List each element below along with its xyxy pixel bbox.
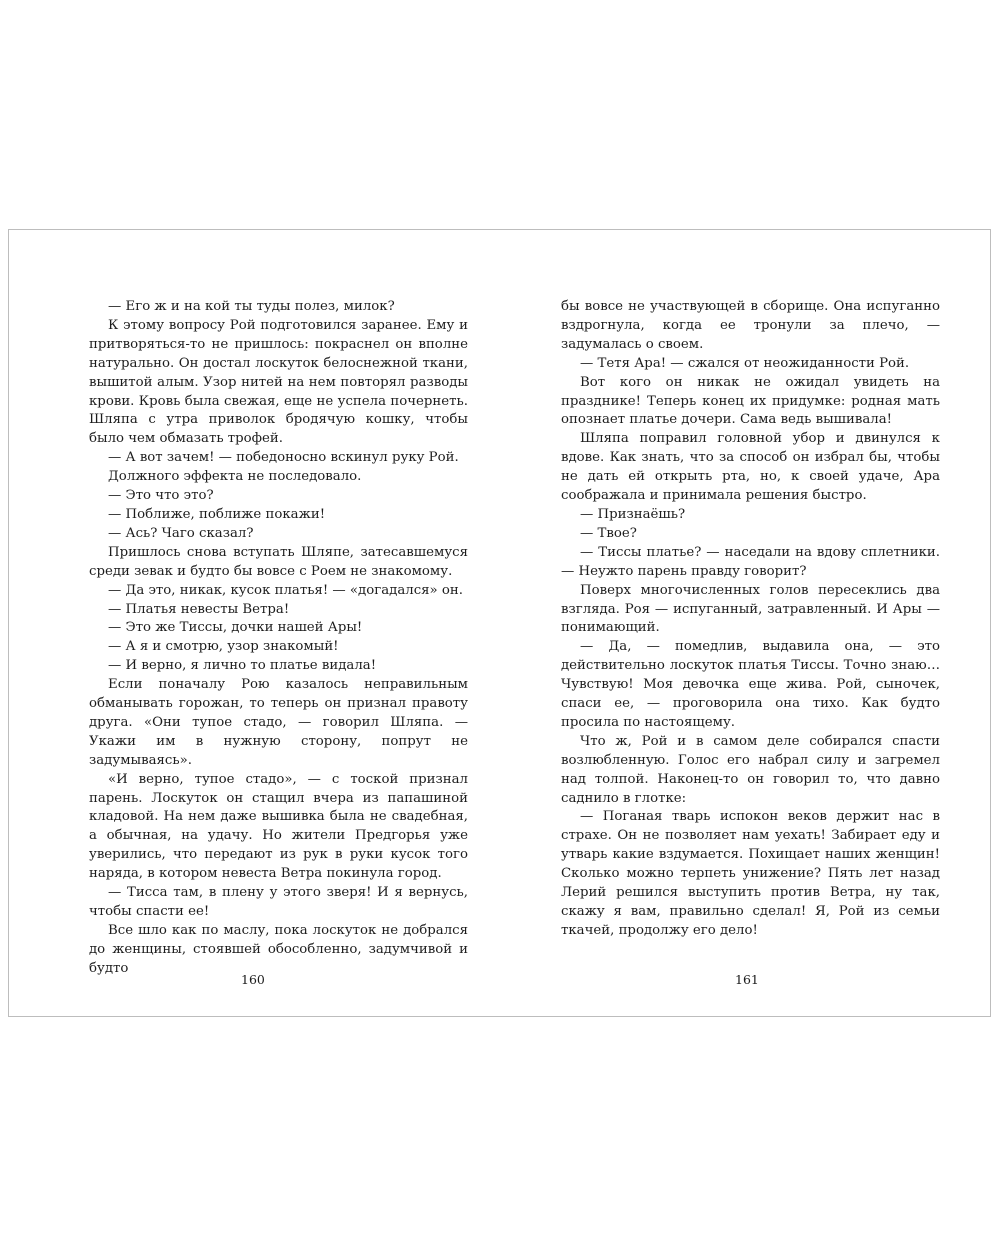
paragraph: К этому вопросу Рой подготовился заранее. Ему и притворяться-то не пришлось: покраснел он вполне натурально. Он достал лоскуток белоснежной ткани, вышитой алым. Узор нитей на нем повторял разводы крови. Кровь была свежая, еще не успела почернеть. Шляпа с утра приволок бродячую кошку, чтобы было чем обмазать трофей. (89, 317, 468, 447)
paragraph: — Ась? Чаго сказал? (108, 525, 254, 541)
paragraph: — Платья невесты Ветра! (108, 601, 290, 617)
paragraph: Что ж, Рой и в самом деле собирался спасти возлюбленную. Голос его набрал силу и загремел над толпой. Наконец-то он говорил то, что давно саднило в глотке: (561, 733, 940, 806)
paragraph: — А я и смотрю, узор знакомый! (108, 639, 339, 655)
paragraph: — И верно, я лично то платье видала! (108, 658, 377, 674)
paragraph: Должного эффекта не последовало. (108, 469, 362, 485)
continued-paragraph: бы вовсе не участвующей в сборище. Она испуганно вздрогнула, когда ее тронули за плечо, — задумалась о своем. (561, 299, 940, 352)
paragraph: Шляпа поправил головной убор и двинулся к вдове. Как знать, что за способ он избрал бы, чтобы не дать ей открыть рта, но, к своей удаче, Ара соображала и принимала решения быстро. (561, 431, 940, 504)
paragraph: Поверх многочисленных голов пересеклись два взгляда. Роя — испуганный, затравленный. И Ары — понимающий. (561, 582, 940, 636)
paragraph: — Это же Тиссы, дочки нашей Ары! (108, 620, 363, 636)
paragraph: — Тисса там, в плену у этого зверя! И я вернусь, чтобы спасти ее! (89, 885, 468, 919)
paragraph: — Поближе, поближе покажи! (108, 506, 326, 522)
paragraph: — Поганая тварь испокон веков держит нас в страхе. Он не позволяет нам уехать! Забирает еду и утварь какие вздумается. Похищает наших женщин! Сколько можно терпеть унижение? Пять лет назад Лерий решился выступить против Ветра, ну так, скажу я вам, правильно сделал! Я, Рой из семьи ткачей, продолжу его дело! (561, 809, 940, 938)
right-page-number: 161 (735, 972, 759, 987)
paragraph: «И верно, тупое стадо», — с тоской признал парень. Лоскуток он стащил вчера из папашиной кладовой. На нем даже вышивка была не свадебная, а обычная, на удачу. Но жители Предгорья уже уверились, что передают из рук в руки кусок того наряда, в котором невеста Ветра покинула город. (89, 771, 468, 882)
paragraph: — Его ж и на кой ты туды полез, милок? (108, 299, 395, 314)
left-page-number: 160 (241, 972, 265, 987)
paragraph: — Это что это? (108, 488, 214, 504)
paragraph: — Тетя Ара! — сжался от неожиданности Рой. (580, 355, 910, 371)
paragraph: Пришлось снова вступать Шляпе, затесавшемуся среди зевак и будто бы вовсе с Роем не знакомому. (89, 544, 468, 579)
paragraph: — Тиссы платье? — наседали на вдову сплетники. — Неужто парень правду говорит? (561, 544, 940, 579)
paragraph: — А вот зачем! — победоносно вскинул руку Рой. (108, 450, 459, 466)
paragraph: — Твое? (580, 525, 637, 541)
paragraph: — Признаёшь? (580, 506, 686, 522)
paragraph: — Да это, никак, кусок платья! — «догадался» он. (108, 582, 463, 598)
left-page-text (89, 298, 468, 979)
book-spread (8, 229, 991, 1017)
paragraph: Все шло как по маслу, пока лоскуток не добрался до женщины, стоявшей обособленно, задумчивой и будто (89, 922, 468, 976)
paragraph: — Да, — помедлив, выдавила она, — это действительно лоскуток платья Тиссы. Точно знаю… Чувствую! Моя девочка еще жива. Рой, сыночек, спаси ее, — проговорила она тихо. Как будто просила по настоящему. (561, 639, 940, 730)
paragraph: Вот кого он никак не ожидал увидеть на празднике! Теперь конец их придумке: родная мать опознает платье дочери. Сама ведь вышивала! (561, 374, 940, 428)
paragraph: Если поначалу Рою казалось неправильным обманывать горожан, то теперь он признал правоту друга. «Они тупое стадо, — говорил Шляпа. — Укажи им в нужную сторону, попрут не задумываясь». (89, 677, 468, 768)
right-page-text (561, 298, 940, 941)
